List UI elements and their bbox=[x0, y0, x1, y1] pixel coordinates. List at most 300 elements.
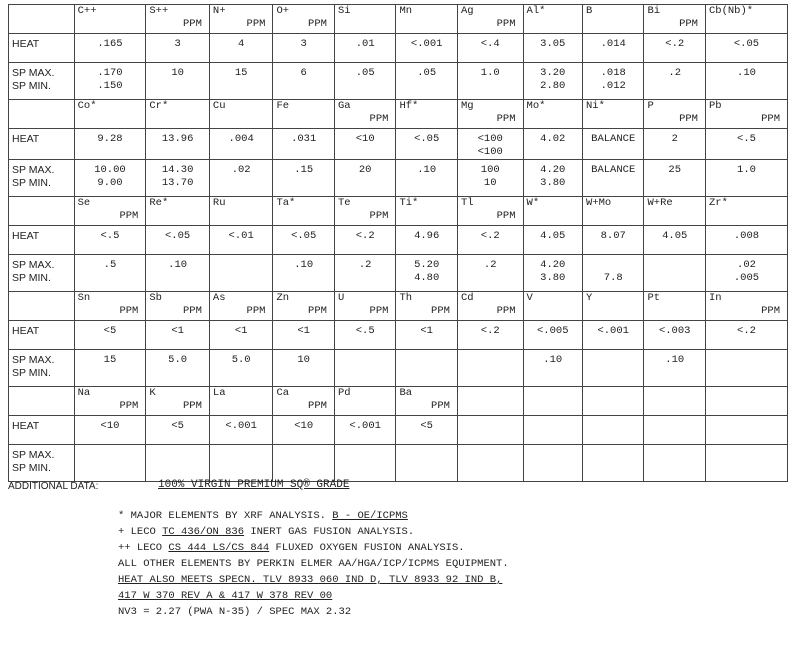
heat-value: <.05 bbox=[733, 38, 760, 50]
element-symbol: Cu bbox=[212, 100, 226, 112]
element-symbol-cell bbox=[523, 292, 582, 321]
spec-min-value bbox=[276, 272, 331, 285]
element-symbol: Cr* bbox=[149, 100, 169, 112]
element-symbol-cell bbox=[644, 5, 706, 34]
note-text: NV3 = 2.27 (PWA N-35) / SPEC MAX 2.32 bbox=[118, 606, 352, 618]
spec-value-cell bbox=[273, 63, 335, 100]
spec-value-cell bbox=[457, 255, 523, 292]
heat-value: <.001 bbox=[410, 38, 443, 50]
element-symbol-cell bbox=[74, 292, 146, 321]
spec-value-cell bbox=[74, 350, 146, 387]
chemistry-table bbox=[8, 4, 788, 482]
spec-max-value: .2 bbox=[668, 67, 682, 79]
heat-value-cell bbox=[209, 34, 273, 63]
heat-value-cell bbox=[523, 34, 582, 63]
spec-max-value bbox=[586, 259, 641, 272]
heat-value: <.05 bbox=[291, 230, 317, 242]
element-symbol: Bi bbox=[647, 5, 661, 17]
row-label-blank bbox=[9, 100, 75, 129]
spec-min-value bbox=[276, 462, 331, 475]
spec-min-value: 4.80 bbox=[414, 272, 440, 284]
element-symbol-cell bbox=[644, 292, 706, 321]
note-underlined: 417 W 370 REV A & 417 W 378 REV 00 bbox=[118, 590, 333, 602]
element-symbol: In bbox=[708, 292, 722, 304]
spec-min-value bbox=[586, 367, 641, 380]
spec-value-cell bbox=[146, 445, 210, 482]
spec-max-value bbox=[78, 449, 143, 462]
spec-min-value: 7.8 bbox=[603, 272, 623, 284]
element-unit: PPM bbox=[496, 210, 516, 222]
spec-label-line: SP MAX. bbox=[12, 67, 55, 79]
spec-max-value bbox=[586, 449, 641, 462]
spec-value-cell bbox=[457, 350, 523, 387]
heat-value: 4.02 bbox=[540, 133, 566, 145]
row-label-blank bbox=[9, 197, 75, 226]
spec-value-cell bbox=[334, 445, 396, 482]
element-symbol-cell bbox=[74, 5, 146, 34]
element-symbol-cell bbox=[582, 100, 644, 129]
heat-value: 13.96 bbox=[161, 133, 194, 145]
element-symbol-cell bbox=[209, 100, 273, 129]
note-underlined: CS 444 LS/CS 844 bbox=[168, 542, 270, 554]
spec-max-value: 6 bbox=[300, 67, 307, 79]
spec-min-value bbox=[276, 177, 331, 190]
heat-value-cell bbox=[74, 416, 146, 445]
spec-max-value: .10 bbox=[168, 259, 188, 271]
heat-value: <10 bbox=[100, 420, 120, 432]
spec-label bbox=[9, 255, 75, 292]
spec-min-value bbox=[149, 462, 206, 475]
heat-value: <1 bbox=[420, 325, 433, 337]
heat-value-cell bbox=[705, 226, 787, 255]
element-unit: PPM bbox=[431, 305, 450, 317]
spec-min-value bbox=[338, 367, 393, 380]
element-symbol: Sn bbox=[77, 292, 91, 304]
spec-min-value bbox=[399, 367, 454, 380]
spec-min-value bbox=[399, 177, 454, 190]
spec-max-value: .05 bbox=[355, 67, 375, 79]
heat-value: 4.05 bbox=[662, 230, 688, 242]
heat-value: <5 bbox=[171, 420, 184, 432]
heat-value-cell bbox=[209, 321, 273, 350]
spec-min-value bbox=[149, 272, 206, 285]
spec-min-value bbox=[149, 80, 206, 93]
heat-value: <.001 bbox=[349, 420, 381, 432]
heat-value-cell bbox=[582, 321, 644, 350]
spec-min-value bbox=[647, 462, 702, 475]
element-unit: PPM bbox=[679, 113, 698, 125]
additional-data-value: 100% VIRGIN PREMIUM SQ® GRADE bbox=[158, 479, 350, 491]
spec-max-value bbox=[213, 259, 270, 272]
heat-value-cell bbox=[74, 129, 146, 160]
spec-min-value bbox=[527, 367, 579, 380]
spec-label bbox=[9, 63, 75, 100]
element-unit: PPM bbox=[679, 18, 698, 30]
element-symbol: Mn bbox=[399, 5, 413, 17]
element-symbol: Sb bbox=[149, 292, 162, 304]
element-symbol: Co* bbox=[77, 100, 97, 112]
note-text: INERT GAS FUSION ANALYSIS. bbox=[244, 526, 415, 538]
spec-max-value: .170 bbox=[97, 67, 123, 79]
spec-max-value: 14.30 bbox=[161, 164, 194, 176]
element-symbol-cell bbox=[146, 197, 210, 226]
heat-value: BALANCE bbox=[591, 133, 636, 145]
spec-value-cell bbox=[523, 445, 582, 482]
spec-max-value bbox=[527, 449, 579, 462]
heat-value-cell bbox=[273, 416, 335, 445]
heat-value-cell bbox=[146, 416, 210, 445]
spec-min-value bbox=[213, 272, 270, 285]
element-symbol-cell bbox=[523, 100, 582, 129]
spec-value-cell bbox=[644, 350, 706, 387]
spec-min-value bbox=[461, 272, 520, 285]
spec-max-value: .10 bbox=[737, 67, 756, 79]
spec-min-value bbox=[647, 272, 702, 285]
spec-max-value: .10 bbox=[665, 354, 685, 366]
spec-value-cell bbox=[209, 445, 273, 482]
element-unit: PPM bbox=[246, 18, 266, 30]
heat-value-cell bbox=[74, 321, 146, 350]
element-symbol-cell bbox=[644, 197, 706, 226]
element-unit: PPM bbox=[308, 18, 327, 30]
spec-max-value: .5 bbox=[103, 259, 117, 271]
element-header-row bbox=[9, 100, 788, 129]
note-underlined: B - OE/ICPMS bbox=[332, 510, 408, 522]
heat-row bbox=[9, 129, 788, 160]
heat-value-cell bbox=[334, 129, 396, 160]
spec-min-value bbox=[709, 80, 784, 93]
heat-value-cell bbox=[582, 226, 644, 255]
spec-label-line: SP MAX. bbox=[12, 259, 55, 271]
element-symbol-cell bbox=[705, 5, 787, 34]
element-symbol-cell bbox=[146, 387, 210, 416]
spec-min-value bbox=[149, 367, 206, 380]
spec-min-value: 9.00 bbox=[97, 177, 123, 189]
heat-label: HEAT bbox=[9, 416, 75, 445]
element-symbol: Te bbox=[337, 197, 351, 209]
heat-value-cell bbox=[457, 416, 523, 445]
spec-min-value bbox=[709, 177, 784, 190]
element-symbol: Pt bbox=[647, 292, 661, 304]
heat-value-cell bbox=[396, 416, 458, 445]
heat-value: .004 bbox=[228, 133, 254, 145]
element-symbol-cell bbox=[644, 387, 706, 416]
spec-max-value: 1.0 bbox=[737, 164, 756, 176]
element-symbol-cell bbox=[705, 292, 787, 321]
note-text: ALL OTHER ELEMENTS BY PERKIN ELMER AA/HGA/ICP/ICPMS EQUIPMENT. bbox=[118, 558, 509, 570]
element-symbol-cell bbox=[396, 292, 458, 321]
spec-value-cell bbox=[457, 160, 523, 197]
heat-value: <.5 bbox=[100, 230, 120, 242]
element-header-row bbox=[9, 292, 788, 321]
spec-value-cell bbox=[146, 160, 210, 197]
spec-min-value bbox=[78, 462, 143, 475]
element-symbol: Zn bbox=[276, 292, 290, 304]
element-symbol-cell bbox=[146, 292, 210, 321]
element-unit: PPM bbox=[496, 113, 516, 125]
spec-max-value bbox=[461, 354, 520, 367]
heat-value: 8.07 bbox=[600, 230, 626, 242]
element-symbol-cell bbox=[396, 197, 458, 226]
spec-label bbox=[9, 350, 75, 387]
spec-min-value: 13.70 bbox=[161, 177, 194, 189]
spec-max-value: .02 bbox=[231, 164, 251, 176]
spec-min-value bbox=[461, 367, 520, 380]
spec-min-value bbox=[461, 80, 520, 93]
element-symbol: Se bbox=[77, 197, 91, 209]
element-symbol: Ti* bbox=[399, 197, 419, 209]
element-unit: PPM bbox=[761, 113, 780, 125]
spec-value-cell bbox=[334, 350, 396, 387]
heat-value-cell bbox=[273, 321, 335, 350]
element-symbol: Si bbox=[337, 5, 351, 17]
spec-row bbox=[9, 63, 788, 100]
element-symbol-cell bbox=[582, 197, 644, 226]
element-symbol: Hf* bbox=[399, 100, 419, 112]
heat-value: <10 bbox=[355, 133, 375, 145]
analysis-notes bbox=[118, 508, 509, 620]
spec-row bbox=[9, 160, 788, 197]
element-symbol: Ta* bbox=[276, 197, 296, 209]
heat-value-cell bbox=[457, 226, 523, 255]
element-symbol: Re* bbox=[149, 197, 169, 209]
heat-value: 3 bbox=[174, 38, 181, 50]
element-unit: PPM bbox=[369, 305, 389, 317]
heat-value-cell bbox=[396, 34, 458, 63]
heat-value-cell bbox=[705, 129, 787, 160]
spec-min-value bbox=[527, 462, 579, 475]
element-unit: PPM bbox=[761, 305, 780, 317]
heat-row bbox=[9, 226, 788, 255]
element-unit: PPM bbox=[308, 305, 327, 317]
spec-max-value: BALANCE bbox=[591, 164, 636, 176]
element-symbol-cell bbox=[582, 5, 644, 34]
spec-min-value bbox=[78, 367, 143, 380]
element-symbol: Na bbox=[77, 387, 91, 399]
spec-value-cell bbox=[273, 350, 335, 387]
element-unit: PPM bbox=[369, 210, 389, 222]
spec-max-value: 10 bbox=[171, 67, 184, 79]
heat-value: .165 bbox=[97, 38, 123, 50]
heat-value-cell bbox=[396, 129, 458, 160]
spec-min-value bbox=[213, 462, 270, 475]
row-label-blank bbox=[9, 5, 75, 34]
note-line bbox=[118, 540, 509, 556]
spec-label bbox=[9, 445, 75, 482]
element-symbol: Mg bbox=[460, 100, 474, 112]
heat-value: 4.96 bbox=[414, 230, 440, 242]
element-symbol: S++ bbox=[149, 5, 169, 17]
element-symbol: Th bbox=[399, 292, 413, 304]
row-label-blank bbox=[9, 387, 75, 416]
element-symbol-cell bbox=[457, 100, 523, 129]
spec-max-value: .2 bbox=[483, 259, 497, 271]
element-symbol-cell bbox=[582, 292, 644, 321]
element-header-row bbox=[9, 387, 788, 416]
spec-min-value bbox=[399, 462, 454, 475]
element-symbol-cell bbox=[523, 5, 582, 34]
spec-min-value bbox=[276, 367, 331, 380]
spec-min-value bbox=[78, 272, 143, 285]
element-symbol: As bbox=[212, 292, 226, 304]
element-symbol-cell bbox=[582, 387, 644, 416]
element-symbol: Mo* bbox=[526, 100, 546, 112]
element-symbol: K bbox=[149, 387, 156, 399]
spec-min-value: 3.80 bbox=[540, 272, 566, 284]
note-line bbox=[118, 508, 509, 524]
heat-value-cell bbox=[582, 129, 644, 160]
heat-value: <5 bbox=[103, 325, 117, 337]
spec-max-value: 1.0 bbox=[480, 67, 500, 79]
element-symbol: Zr* bbox=[708, 197, 728, 209]
element-symbol: Pb bbox=[708, 100, 722, 112]
note-underlined: HEAT ALSO MEETS SPECN. TLV 8933 060 IND D, TLV 8933 92 IND B, bbox=[118, 574, 503, 586]
spec-max-value: 25 bbox=[668, 164, 682, 176]
spec-min-value: 2.80 bbox=[540, 80, 566, 92]
spec-min-value bbox=[399, 80, 454, 93]
element-symbol: B bbox=[585, 5, 593, 17]
spec-value-cell bbox=[582, 63, 644, 100]
heat-value-cell bbox=[644, 416, 706, 445]
spec-value-cell bbox=[74, 255, 146, 292]
heat-value-cell bbox=[146, 129, 210, 160]
spec-value-cell bbox=[209, 63, 273, 100]
note-line bbox=[118, 588, 509, 604]
element-symbol-cell bbox=[457, 387, 523, 416]
heat-value-cell bbox=[523, 129, 582, 160]
spec-max-value bbox=[276, 449, 331, 462]
note-text: + LECO bbox=[118, 526, 163, 538]
element-symbol: N+ bbox=[212, 5, 226, 17]
heat-value-cell bbox=[582, 416, 644, 445]
heat-value-cell bbox=[273, 34, 335, 63]
heat-value-cell bbox=[705, 321, 787, 350]
heat-value-cell bbox=[334, 321, 396, 350]
spec-value-cell bbox=[396, 445, 458, 482]
element-symbol: Ru bbox=[212, 197, 226, 209]
element-symbol-cell bbox=[273, 292, 335, 321]
spec-label-line: SP MAX. bbox=[12, 164, 55, 176]
spec-min-value: 10 bbox=[483, 177, 497, 189]
spec-label-line: SP MAX. bbox=[12, 449, 55, 461]
heat-value-cell bbox=[457, 129, 523, 160]
heat-value: <.001 bbox=[597, 325, 629, 337]
heat-value-cell bbox=[146, 34, 210, 63]
spec-value-cell bbox=[705, 160, 787, 197]
heat-value: <.5 bbox=[355, 325, 375, 337]
spec-value-cell bbox=[334, 63, 396, 100]
element-symbol-cell bbox=[396, 5, 458, 34]
spec-min-value bbox=[213, 177, 270, 190]
element-symbol-cell bbox=[146, 100, 210, 129]
note-line bbox=[118, 604, 509, 620]
spec-min-value bbox=[338, 272, 393, 285]
heat-value-cell bbox=[209, 416, 273, 445]
spec-value-cell bbox=[273, 255, 335, 292]
spec-max-value bbox=[213, 449, 270, 462]
spec-min-value: .150 bbox=[97, 80, 123, 92]
heat-value: .01 bbox=[355, 38, 375, 50]
spec-value-cell bbox=[523, 160, 582, 197]
spec-row bbox=[9, 350, 788, 387]
element-symbol: V bbox=[526, 292, 533, 304]
element-symbol-cell bbox=[209, 387, 273, 416]
spec-min-value bbox=[338, 80, 393, 93]
spec-max-value bbox=[399, 354, 454, 367]
element-symbol: Al* bbox=[526, 5, 546, 17]
heat-label: HEAT bbox=[9, 321, 75, 350]
element-symbol: W+Re bbox=[647, 197, 673, 209]
element-symbol: Ag bbox=[460, 5, 474, 17]
spec-max-value: 5.0 bbox=[231, 354, 251, 366]
element-unit: PPM bbox=[182, 400, 202, 412]
heat-value-cell bbox=[644, 34, 706, 63]
element-symbol: Pd bbox=[337, 387, 351, 399]
spec-value-cell bbox=[705, 63, 787, 100]
element-symbol-cell bbox=[334, 292, 396, 321]
heat-value-cell bbox=[146, 321, 210, 350]
element-symbol-cell bbox=[705, 197, 787, 226]
spec-max-value: 4.20 bbox=[540, 259, 566, 271]
heat-value: <100 bbox=[477, 133, 503, 145]
heat-value-cell bbox=[334, 226, 396, 255]
spec-value-cell bbox=[644, 445, 706, 482]
heat-value: <.05 bbox=[165, 230, 191, 242]
element-symbol-cell bbox=[74, 387, 146, 416]
spec-min-value bbox=[647, 177, 702, 190]
spec-value-cell bbox=[146, 350, 210, 387]
element-symbol-cell bbox=[209, 5, 273, 34]
spec-value-cell bbox=[582, 160, 644, 197]
heat-value: .008 bbox=[733, 230, 760, 242]
spec-min-value bbox=[709, 462, 784, 475]
spec-max-value: 3.20 bbox=[540, 67, 566, 79]
heat-value: <.001 bbox=[225, 420, 257, 432]
spec-value-cell bbox=[74, 63, 146, 100]
heat-value: 4 bbox=[238, 38, 245, 50]
spec-max-value: .2 bbox=[358, 259, 372, 271]
spec-value-cell bbox=[209, 160, 273, 197]
heat-value-cell bbox=[209, 226, 273, 255]
spec-value-cell bbox=[209, 350, 273, 387]
spec-value-cell bbox=[523, 255, 582, 292]
element-symbol-cell bbox=[334, 197, 396, 226]
note-line bbox=[118, 572, 509, 588]
spec-value-cell bbox=[74, 445, 146, 482]
element-symbol: P bbox=[647, 100, 654, 112]
element-unit: PPM bbox=[496, 305, 516, 317]
heat-label: HEAT bbox=[9, 226, 75, 255]
spec-min-value bbox=[213, 367, 270, 380]
spec-max-value bbox=[399, 449, 454, 462]
spec-max-value bbox=[709, 449, 784, 462]
element-symbol-cell bbox=[457, 5, 523, 34]
spec-max-value: .02 bbox=[737, 259, 756, 271]
spec-row bbox=[9, 255, 788, 292]
spec-label-line: SP MIN. bbox=[12, 177, 51, 189]
heat-value: <1 bbox=[171, 325, 184, 337]
element-unit: PPM bbox=[246, 305, 266, 317]
spec-value-cell bbox=[644, 160, 706, 197]
element-symbol: Fe bbox=[276, 100, 290, 112]
spec-value-cell bbox=[396, 63, 458, 100]
spec-max-value: .15 bbox=[294, 164, 314, 176]
heat-value-cell bbox=[705, 34, 787, 63]
spec-min-value bbox=[586, 462, 641, 475]
spec-value-cell bbox=[582, 445, 644, 482]
spec-max-value: 15 bbox=[103, 354, 117, 366]
spec-min-value bbox=[461, 462, 520, 475]
